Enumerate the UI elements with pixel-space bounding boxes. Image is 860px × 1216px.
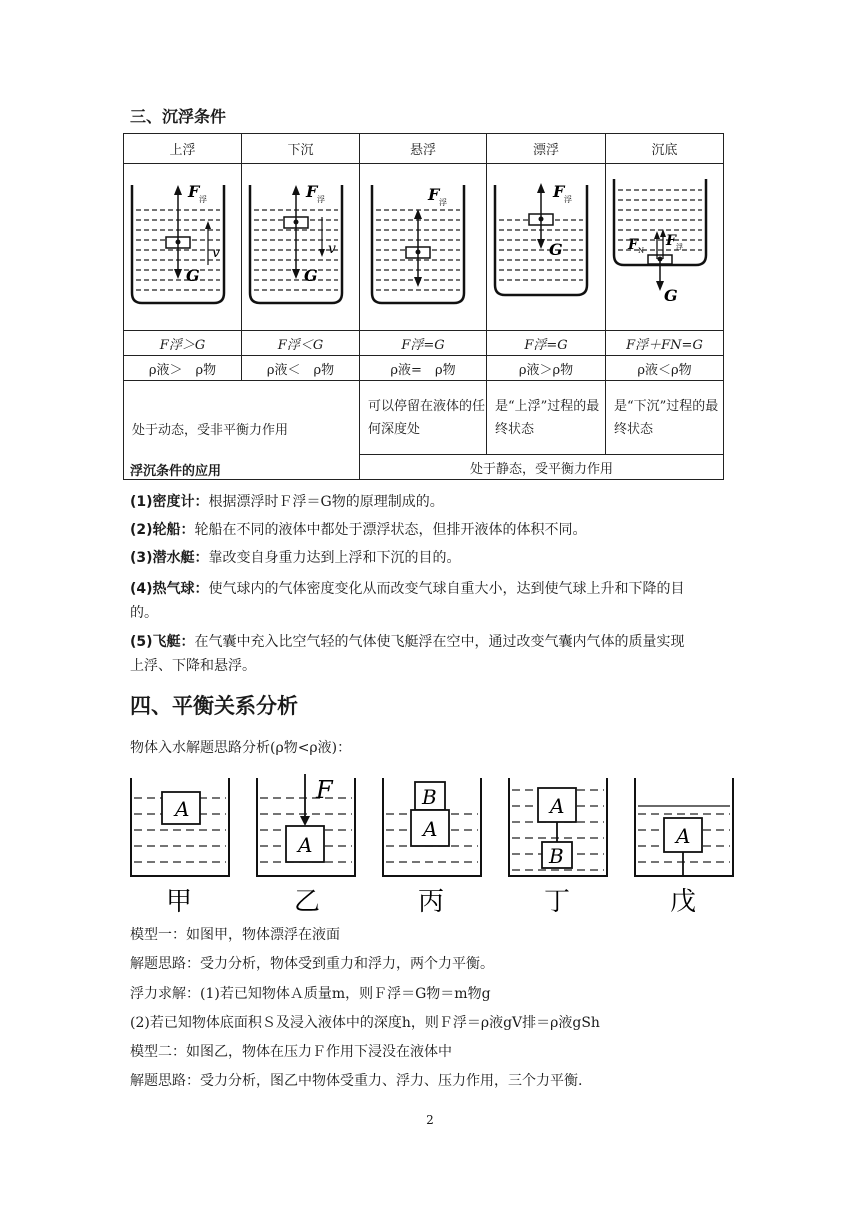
svg-text:A: A — [298, 833, 313, 857]
density-rise: ρ液＞ ρ物 — [124, 356, 242, 381]
diagram-bottom-cell — [606, 164, 724, 331]
svg-text:F: F — [665, 233, 676, 249]
svg-text:G: G — [303, 266, 318, 285]
svg-text:浮: 浮 — [564, 195, 572, 204]
force-bottom: F浮＋FN=G — [606, 331, 724, 356]
force-float: F浮=G — [487, 331, 606, 356]
svg-text:G: G — [549, 240, 563, 259]
svg-text:F: F — [316, 776, 333, 804]
dynamic-state-note: 处于动态，受非平衡力作用 — [124, 381, 360, 480]
model-ding-diagram — [509, 778, 607, 917]
body-line: (2)若已知物体底面积Ｓ及浸入液体中的深度h，则Ｆ浮＝ρ液gV排＝ρ液gSh — [130, 1015, 600, 1031]
header-sink: 下沉 — [242, 134, 360, 164]
svg-text:A: A — [175, 797, 190, 821]
header-rise: 上浮 — [124, 134, 242, 164]
sink-float-table — [123, 133, 724, 480]
body-line: 解题思路：受力分析，图乙中物体受重力、浮力、压力作用，三个力平衡. — [130, 1073, 583, 1089]
float-note: 是“上浮”过程的最终状态 — [487, 381, 606, 455]
svg-text:B: B — [549, 844, 564, 868]
svg-text:G: G — [185, 266, 200, 285]
model-jia-diagram — [131, 778, 229, 917]
diagram-sink-cell — [242, 164, 360, 331]
model-label-wu: 戊 — [670, 887, 697, 917]
body-line: 模型二：如图乙，物体在压力Ｆ作用下浸没在液体中 — [130, 1044, 452, 1060]
static-state-note: 处于静态，受平衡力作用 — [360, 455, 724, 480]
application-item: (3)潜水艇：靠改变自身重力达到上浮和下沉的目的。 — [130, 550, 461, 566]
density-float: ρ液＞ρ物 — [487, 356, 606, 381]
force-rise: F浮＞G — [124, 331, 242, 356]
application-item-cont: 上浮、下降和悬浮。 — [130, 658, 256, 674]
svg-text:F: F — [305, 182, 317, 201]
body-line: 浮力求解：(1)若已知物体Ａ质量m，则Ｆ浮＝G物＝m物g — [130, 986, 491, 1002]
body-line: 解题思路：受力分析，物体受到重力和浮力，两个力平衡。 — [130, 956, 494, 972]
model-label-jia: 甲 — [166, 887, 193, 917]
force-sink: F浮＜G — [242, 331, 360, 356]
model-yi-diagram — [257, 774, 355, 917]
header-suspend: 悬浮 — [360, 134, 487, 164]
header-bottom: 沉底 — [606, 134, 724, 164]
diagram-suspend-cell — [360, 164, 487, 331]
header-float: 漂浮 — [487, 134, 606, 164]
beaker-suspend-diagram — [368, 175, 478, 315]
svg-text:浮: 浮 — [439, 198, 447, 207]
page-number: 2 — [426, 1113, 434, 1127]
svg-text:N: N — [637, 247, 644, 255]
application-item: (4)热气球：使气球内的气体密度变化从而改变气球自重大小，达到使气球上升和下降的目 — [130, 581, 685, 597]
svg-text:浮: 浮 — [675, 243, 683, 251]
section-title-balance: 四、平衡关系分析 — [130, 694, 298, 718]
applications-title: 浮沉条件的应用 — [130, 464, 222, 479]
density-suspend: ρ液= ρ物 — [360, 356, 487, 381]
svg-text:浮: 浮 — [198, 195, 207, 204]
svg-text:A: A — [676, 824, 691, 848]
density-sink: ρ液＜ ρ物 — [242, 356, 360, 381]
diagram-float-cell — [487, 164, 606, 331]
beaker-bottom-diagram — [610, 175, 720, 315]
svg-text:浮: 浮 — [316, 195, 325, 204]
suspend-note: 可以停留在液体的任何深度处 — [360, 381, 487, 455]
model-wu-diagram — [635, 778, 733, 917]
force-suspend: F浮=G — [360, 331, 487, 356]
svg-text:G: G — [663, 286, 678, 305]
svg-text:v: v — [211, 245, 220, 261]
svg-text:B: B — [422, 785, 437, 809]
model-label-ding: 丁 — [544, 887, 571, 917]
beaker-sink-diagram — [246, 175, 356, 315]
svg-text:F: F — [627, 237, 638, 253]
beaker-rise-diagram — [128, 175, 238, 315]
svg-text:F: F — [187, 182, 199, 201]
diagram-rise-cell — [124, 164, 242, 331]
section-title-sink-float: 三、沉浮条件 — [130, 107, 227, 126]
application-item: (2)轮船：轮船在不同的液体中都处于漂浮状态，但排开液体的体积不同。 — [130, 522, 587, 538]
sink-note: 是“下沉”过程的最终状态 — [606, 381, 724, 455]
model-label-bing: 丙 — [418, 887, 445, 917]
intro-text: 物体入水解题思路分析(ρ物<ρ液)： — [130, 740, 352, 756]
svg-text:A: A — [423, 817, 438, 841]
body-line: 模型一：如图甲，物体漂浮在液面 — [130, 927, 340, 943]
model-bing-diagram — [383, 778, 481, 917]
application-item-cont: 的。 — [130, 605, 158, 621]
model-label-yi: 乙 — [294, 887, 321, 917]
beaker-float-diagram — [491, 175, 601, 315]
model-diagrams — [124, 770, 740, 920]
application-item: (5)飞艇：在气囊中充入比空气轻的气体使飞艇浮在空中，通过改变气囊内气体的质量实现 — [130, 634, 685, 650]
density-bottom: ρ液＜ρ物 — [606, 356, 724, 381]
application-item: (1)密度计：根据漂浮时Ｆ浮＝G物的原理制成的。 — [130, 494, 444, 510]
svg-text:A: A — [550, 794, 565, 818]
svg-text:F: F — [553, 182, 565, 201]
svg-text:F: F — [428, 185, 440, 204]
svg-text:v: v — [327, 241, 336, 257]
